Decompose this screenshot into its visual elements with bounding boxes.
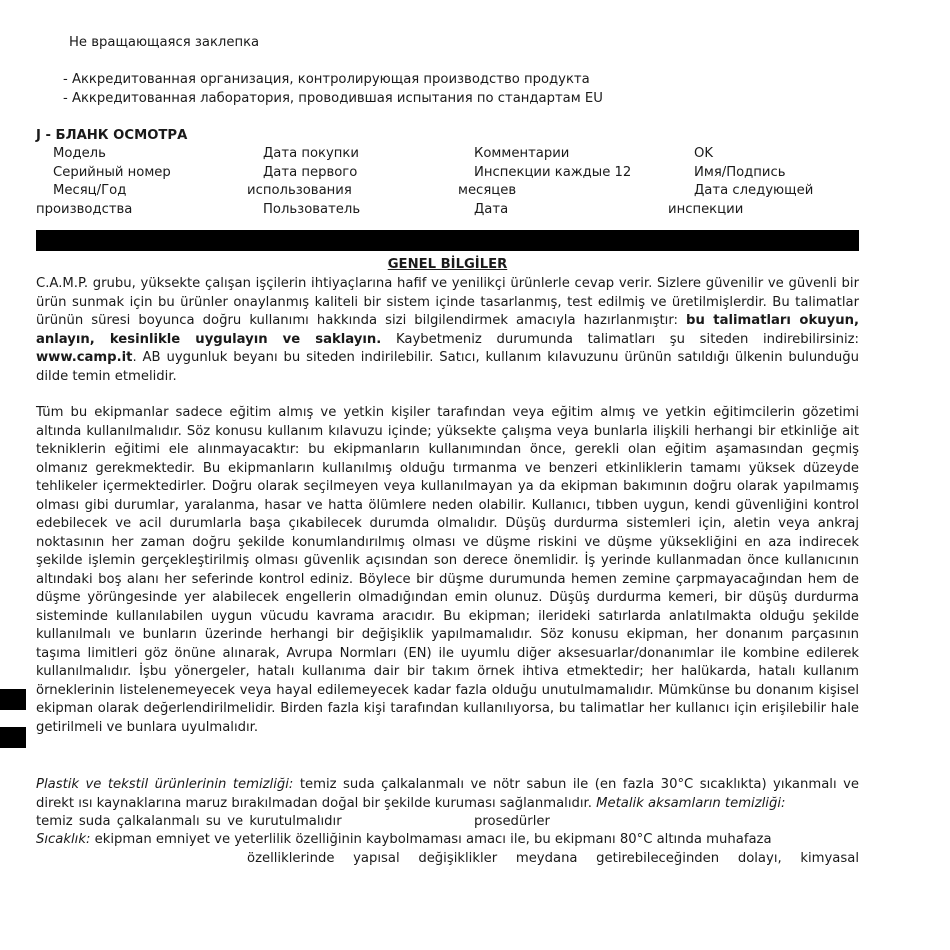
- form-title: J - БЛАНК ОСМОТРА: [36, 128, 188, 143]
- paragraph-usage: Tüm bu ekipmanlar sadece eğitim almış ve yetkin kişiler tarafından veya eğitim almış ve yetkin eğitimcilerin gözetimi altında kullanılmalıdır. Söz konusu kullanım kılavuzu içinde; yüksekte çalışma veya bunlarla ilişkili herhangi bir etkinliğe ait tekniklerin eğitimi ele alınmayacaktır: bu ekipmanların kullanımından önce, gerekli olan eğitim aşamasından geçmiş olmanız gerekmektedir. Bu ekipmanların kullanılmış olduğu tırmanma ve benzeri etkinliklerin tamamı yüksek düzeyde tehlikeler içermektedirler. Doğru olarak seçilmeyen veya kullanılmayan ya da ekipman bakımının doğru olarak yapılmamış olması gibi durumlar, yaralanma, hasar ve hatta ölümlere neden olabilir. Kullanıcı, tıbben uygun, kendi güvenliğini kontrol edebilecek ve acil durumlarla başa çıkabilecek durumda olmalıdır. Düşüş durdurma sistemleri için, aletin veya ankraj noktasının her zaman doğru şekilde konumlandırılmış olması ve düşme riskini ve düşme yüksekliğini en aza indirecek şekilde işlemin gerçekleştirilmiş olması güvenlik açısından son derece önemlidir. İş yerinde kullanmadan önce kullanıcının altındaki boş alanı her seferinde kontrol ediniz. Böylece bir düşme durumunda hemen zemine çarpmayacağından hem de düşme yörüngesinde yer alabilecek engellerin olmadığından emin olunuz. Düşüş durdurma kemeri, bir düşüş durdurma sisteminde kullanılabilen uygun vücudu kavrama aracıdır. Bu ekipman; ilerideki satırlarda anlatılmakta olduğu şekilde kullanılmalı ve bunların üzerinde herhangi bir değişiklik yapılmamalıdır. Söz konusu ekipman, her donanım parçasının taşıma limitleri göz önüne alınarak, Avrupa Normları (EN) ile uyumlu diğer aksesuarlar/donanımlar ile kombine edilerek kullanılmalıdır. İşbu yönergeler, hatalı kullanıma dair bir takım örnek ihtiva etmektedir; her halükarda, hatalı kullanım örneklerinin listelenemeyecek veya hayal edilemeyecek kadar fazla olduğu unutulmamalıdır. Mümkünse bu donanım kişisel ekipman olarak değerlendirilmelidir. Birden fazla kişi tarafından kullanılıyorsa, bu talimatlar her kullanıcı için erişilebilir hale getirilmeli ve bunlara uyulmalıdır.: [36, 405, 859, 735]
- bullet-organization: - Аккредитованная организация, контролирующая производство продукта: [63, 72, 590, 87]
- col-model: Модель: [53, 146, 106, 161]
- col-use: использования: [247, 183, 352, 198]
- col-ok: OK: [694, 146, 714, 161]
- paragraph-intro: [36, 275, 859, 386]
- paragraph-cleaning: [36, 776, 859, 813]
- col-production: производства: [36, 202, 133, 217]
- p1-text-a: C.A.M.P. grubu, yüksekte çalışan işçilerin ihtiyaçlarına hafif ve yenilikçi ürünlerle cevap verir. Sizlere güvenilir ve güvenli bir ürün sunmak için bu ürünler onaylanmış kaliteli bir sistem içinde tasarlanmış, test edilmiş ve üretilmişlerdir. Bu talimatlar ürünün süresi boyunca doğru kullanımı hakkında sizi bilgilendirmek amacıyla hazırlanmıştır:: [36, 276, 859, 328]
- col-purchase-date: Дата покупки: [263, 146, 359, 161]
- col-date: Дата: [474, 202, 509, 217]
- col-months: месяцев: [458, 183, 517, 198]
- paragraph-temperature: [36, 831, 859, 850]
- section-divider-bar: [36, 230, 859, 251]
- p3-text-a: temiz suda çalkalanmalı ve nötr sabun ile (en fazla 30°C sıcaklıkta) yıkanmalı ve direkt ısı kaynaklarına maruz bırakılmadan doğal bir şekilde kuruması sağlanmalıdır.: [36, 777, 860, 811]
- language-tab-marker-2: [0, 727, 26, 748]
- col-name-sign: Имя/Подпись: [694, 165, 786, 180]
- p1-text-c: . AB uygunluk beyanı bu siteden indirilebilir. Satıcı, kullanım kılavuzunu ürünün satıldığı ülkenin bulunduğu dilde temin etmelidir.: [36, 350, 859, 384]
- rivet-label: Не вращающаяся заклепка: [69, 35, 260, 50]
- col-user: Пользователь: [263, 202, 361, 217]
- p4-text-a: ekipman emniyet ve yeterlilik özelliğinin kaybolmaması amacı ile, bu ekipmanı 80°C altında muhafaza: [90, 832, 772, 847]
- col-next-date: Дата следующей: [694, 183, 814, 198]
- website-link[interactable]: www.camp.it: [36, 350, 133, 365]
- bullet-laboratory: - Аккредитованная лаборатория, проводившая испытания по стандартам EU: [63, 91, 603, 106]
- col-month-year: Месяц/Год: [53, 183, 127, 198]
- p3-italic-textile: Plastik ve tekstil ürünlerinin temizliği:: [36, 777, 294, 792]
- col-serial: Серийный номер: [53, 165, 171, 180]
- p4-text-b: özelliklerinde yapısal değişiklikler meydana getirebileceğinden dolayı, kimyasal: [247, 851, 859, 866]
- col-inspection: инспекции: [668, 202, 744, 217]
- section-heading: GENEL BİLGİLER: [387, 257, 508, 272]
- col-first-date: Дата первого: [263, 165, 358, 180]
- language-tab-marker: [0, 689, 26, 710]
- p1-text-b: Kaybetmeniz durumunda talimatları şu siteden indirebilirsiniz:: [381, 331, 859, 347]
- p1-bold: bu talimatları okuyun, anlayın, kesinlikle uygulayın ve saklayın.: [36, 313, 859, 347]
- p3-italic-metal: Metalik aksamların temizliği:: [596, 795, 786, 811]
- p3-text-b: temiz suda çalkalanmalı su ve kurutulmalıdır: [36, 814, 342, 829]
- col-comments: Комментарии: [474, 146, 570, 161]
- p3-text-c: prosedürler: [474, 814, 550, 829]
- col-inspections: Инспекции каждые 12: [474, 165, 632, 180]
- p4-italic: Sıcaklık:: [36, 832, 91, 847]
